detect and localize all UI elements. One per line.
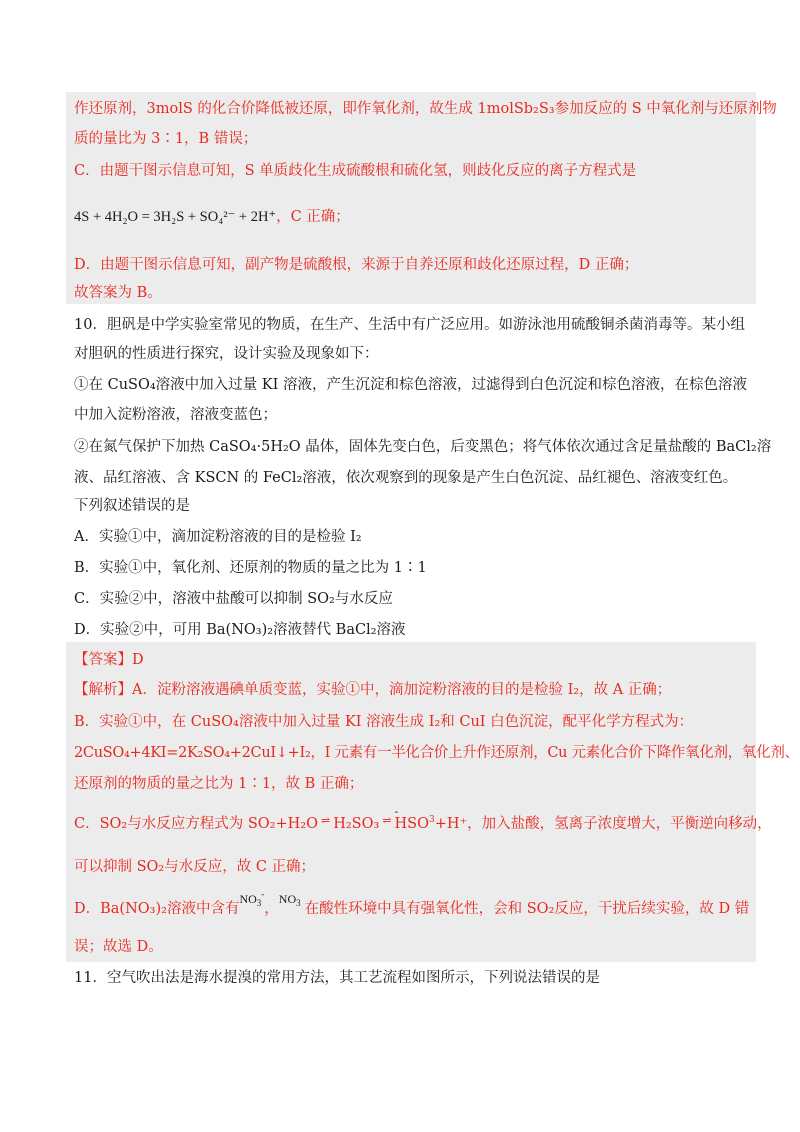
- question-stem: 10．胆矾是中学实验室常见的物质，在生产、生活中有广泛应用。如游泳池用硫酸铜杀菌消毒等。某小组: [74, 317, 745, 333]
- experiment-2: 液、品红溶液、含 KSCN 的 FeCl₂溶液，依次观察到的现象是产生白色沉淀、品红褪色、溶液变红色。: [74, 470, 738, 486]
- solution-line: 作还原剂，3molS 的化合价降低被还原，即作氧化剂，故生成 1molSb₂S₃参加反应的 S 中氧化剂与还原剂物: [74, 101, 777, 117]
- hso3-subscript: 3: [428, 815, 435, 825]
- analysis-d: 误；故选 D。: [74, 939, 163, 955]
- solution-line: 质的量比为 3∶1，B 错误；: [74, 131, 258, 147]
- analysis-b: 还原剂的物质的量之比为 1∶1，故 B 正确；: [74, 776, 364, 792]
- equilibrium-arrow: ⇌: [320, 814, 331, 827]
- hso3-charge: -: [394, 805, 399, 818]
- ionic-equation: 4S + 4H₂O = 3H₂S + SO₄²⁻ + 2H⁺: [74, 209, 277, 225]
- analysis-c-text: +H⁺，加入盐酸，氢离子浓度增大，平衡逆向移动，: [434, 816, 772, 832]
- option-d: D．实验②中，可用 Ba(NO₃)₂溶液替代 BaCl₂溶液: [74, 622, 406, 638]
- analysis-c: 可以抑制 SO₂与水反应，故 C 正确；: [74, 859, 316, 875]
- analysis-d-text: D．Ba(NO₃)₂溶液中含有: [74, 901, 240, 917]
- analysis-d: [74, 889, 750, 919]
- question-prompt: 下列叙述错误的是: [74, 498, 190, 514]
- hso3-ion: [394, 805, 435, 834]
- experiment-2: ②在氮气保护下加热 CaSO₄·5H₂O 晶体，固体先变白色，后变黑色；将气体依次通过含足量盐酸的 BaCl₂溶: [74, 439, 772, 455]
- option-c: C．实验②中，溶液中盐酸可以抑制 SO₂与水反应: [74, 591, 393, 607]
- equation-comment: ，C 正确；: [276, 209, 350, 225]
- analysis-c: [74, 805, 772, 835]
- analysis-c-text: C．SO₂与水反应方程式为 SO₂+H₂O: [74, 816, 318, 832]
- nitrate-formula: NO: [239, 892, 257, 906]
- analysis-c-h2so3: H₂SO₃: [333, 816, 380, 832]
- equation-line: [74, 207, 350, 227]
- experiment-1: ①在 CuSO₄溶液中加入过量 KI 溶液，产生沉淀和棕色溶液，过滤得到白色沉淀和棕色溶液，在棕色溶液: [74, 377, 747, 393]
- option-a: A．实验①中，滴加淀粉溶液的目的是检验 I₂: [74, 529, 362, 545]
- solution-line: 故答案为 B。: [74, 285, 162, 301]
- question-11-stem: 11．空气吹出法是海水提溴的常用方法，其工艺流程如图所示，下列说法错误的是: [74, 970, 600, 986]
- analysis-a: 【解析】A．淀粉溶液遇碘单质变蓝，实验①中，滴加淀粉溶液的目的是检验 I₂，故 A 正确；: [74, 682, 672, 698]
- solution-line: D．由题干图示信息可知，副产物是硫酸根，来源于自养还原和歧化还原过程，D 正确；: [74, 257, 639, 273]
- experiment-1: 中加入淀粉溶液，溶液变蓝色；: [74, 407, 277, 423]
- nitrate-subscript: 3: [296, 898, 301, 908]
- analysis-d-text: 在酸性环境中具有强氧化性，会和 SO₂反应，干扰后续实验，故 D 错: [304, 901, 750, 917]
- analysis-b: 2CuSO₄+4KI=2K₂SO₄+2CuI↓+I₂，I 元素有一半化合价上升作还原剂，Cu 元素化合价下降作氧化剂，氧化剂、: [74, 745, 799, 761]
- question-stem: 对胆矾的性质进行探究，设计实验及现象如下：: [74, 346, 379, 362]
- answer-label: 【答案】D: [74, 652, 144, 668]
- nitrate-subscript: 3: [256, 898, 262, 908]
- analysis-d-comma: ，: [264, 901, 279, 917]
- analysis-b: B．实验①中，在 CuSO₄溶液中加入过量 KI 溶液生成 I₂和 CuI 白色沉淀，配平化学方程式为：: [74, 714, 694, 730]
- solution-line: C．由题干图示信息可知，S 单质歧化生成硫酸根和硫化氢，则歧化反应的离子方程式是: [74, 163, 637, 179]
- nitrate-ion: [239, 889, 264, 909]
- nitrate-ion: [279, 889, 301, 909]
- nitrate-formula: NO: [278, 892, 297, 906]
- hso3-formula: HSO: [394, 816, 429, 832]
- equilibrium-arrow: ⇌: [382, 814, 392, 827]
- option-b: B．实验①中，氧化剂、还原剂的物质的量之比为 1∶1: [74, 560, 427, 576]
- nitrate-charge: -: [261, 889, 265, 899]
